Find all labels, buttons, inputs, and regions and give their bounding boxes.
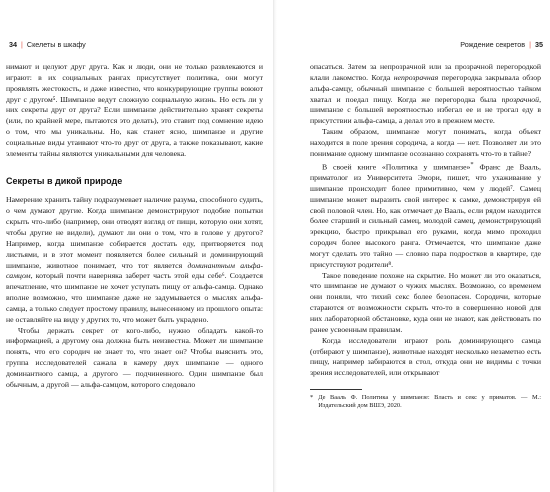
paragraph: Чтобы держать секрет от кого-либо, нужно обладать какой-то информацией, а другому она должна быть неизвестна. Может ли шимпанзе понять, что его сородич не знает то, что знает он? Чтобы выяснить это, группа исследователей сажала в камеру двух шимпанзе — одного доминантного самца, а другого — подчиненного. Один шимпанзе был обычным, а другой — альфа-самцом, которого следовало xyxy=(6,325,263,389)
section-heading: Секреты в дикой природе xyxy=(6,175,123,186)
emphasis: непрозрачная xyxy=(393,72,439,82)
page-number: 35 xyxy=(535,40,543,49)
footnote-rule xyxy=(310,389,362,390)
left-body-text xyxy=(6,62,263,391)
running-head-separator: | xyxy=(21,40,23,49)
footnote-text: Де Вааль Ф. Политика у шимпанзе: Власть и секс у приматов. — М.: Издательский дом ВШЭ, 2020. xyxy=(318,394,541,410)
footnote-ref: * xyxy=(470,160,474,168)
emphasis: доминантным альфа-самцом xyxy=(6,260,263,281)
running-head-separator: | xyxy=(529,40,531,49)
page-number: 34 xyxy=(9,40,17,49)
running-head-left xyxy=(9,40,273,49)
footnote-mark: * xyxy=(310,394,314,402)
running-head-title: Рождение секретов xyxy=(460,40,526,49)
running-head-title: Скелеты в шкафу xyxy=(26,40,86,49)
paragraph: опасаться. Затем за непрозрачной или за прозрачной перегородкой клали лакомство. Когда непрозрачная перегородка закрывала обзор альфа-самцу, обычный шимпанзе с большей вероятностью тайком хватал и поедал пищу. Когда же перегородка была прозрачной, шимпанзе с большей вероятностью избегал ее и не трогал еду в присутствии альфа-самца, а делал это в прежнем месте. xyxy=(310,62,541,126)
right-page xyxy=(277,0,550,492)
paragraph: Таким образом, шимпанзе могут понимать, когда объект находится в поле зрения сородича, а когда — нет. Позволяет ли это понимание одному шимпанзе осознанно сохранять что-то в тайне? xyxy=(310,127,541,158)
footnote xyxy=(310,394,541,411)
right-body-text xyxy=(310,62,541,411)
paragraph: Намерение хранить тайну подразумевает наличие разума, способного судить, о чем думают другие. Когда шимпанзе демонстрируют подобие попытки скрыть что-либо (например, они отводят взгляд от пищи, которую они хотят, чтобы другие не видели), думают ли они о том, что в голове у другого? Например, когда шимпанзе собирается достать еду, притворяется под листьями, и в этот момент появляется более сильный и доминирующий шимпанзе, животное понимает, что тот является доминантным альфа-самцом, который почти наверняка заберет часть этой еды себе⁶. Создается впечатление, что шимпанзе не хочет уступать пищу от альфа-самца. Однако вполне возможно, что шимпанзе даже не задумывается о мыслях альфа-самца, а только следует простому правилу, вынесенному из прошлого опыта: не оставляйте на виду у других то, что может быть украдено. xyxy=(6,195,263,324)
paragraph: Такое поведение похоже на скрытие. Но может ли это оказаться, что шимпанзе не думают о чужих мыслях. Возможно, со временем они поняли, что тихий секс более безопасен. Сородичи, которые стараются от возможности скрыть что-то в совершенно новой для них лабораторной обстановке, куда они не знают, как действовать по ранее усвоенным правилам. xyxy=(310,270,541,334)
left-page xyxy=(0,0,273,492)
paragraph: В своей книге «Политика у шимпанзе»* Франс де Вааль, приматолог из Университета Эмори, пишет, что ухаживание у шимпанзе происходит более примитивно, чем у людей⁷. Самец шимпанзе может выразить свой интерес к самке, демонстрируя ей свой половой член. Но, как отмечает де Вааль, если рядом находится более старший и сильный самец, молодой самец, демонстрирующий эрекцию, быстро прикрывал его руками, когда мимо проходил сородич более высокого ранга. Отмечается, что шимпанзе даже могут сделать это тайно — словно пара подростков в квартире, где присутствуют родители⁸. xyxy=(310,160,541,269)
paragraph: нимают и целуют друг друга. Как и люди, они не только развлекаются и играют: в их социальных рангах присутствует политика, они могут проявлять жестокость, и даже известно, что конкурирующие группы воюют друг с другом⁵. Шимпанзе ведут сложную социальную жизнь. Но есть ли у них секреты друг от друга? Если шимпанзе действительно хранят секреты (или, по крайней мере, пытаются это делать), это ставит под сомнение идею о том, что мы уникальны. Но, как станет ясно, шимпанзе и другие социальные виды утаивают что-то друг от друга, а также показывают, какие элементы тайны являются уникальными для человека. xyxy=(6,62,263,158)
emphasis: прозрачной xyxy=(501,94,540,104)
paragraph: Когда исследователи играют роль доминирующего самца (отбирают у шимпанзе), животные находят несколько незаметно есть пищу, например забираются в стол, откуда они не видимы с точки зрения исследователей, или открывают xyxy=(310,335,541,378)
running-head-right xyxy=(460,40,543,49)
